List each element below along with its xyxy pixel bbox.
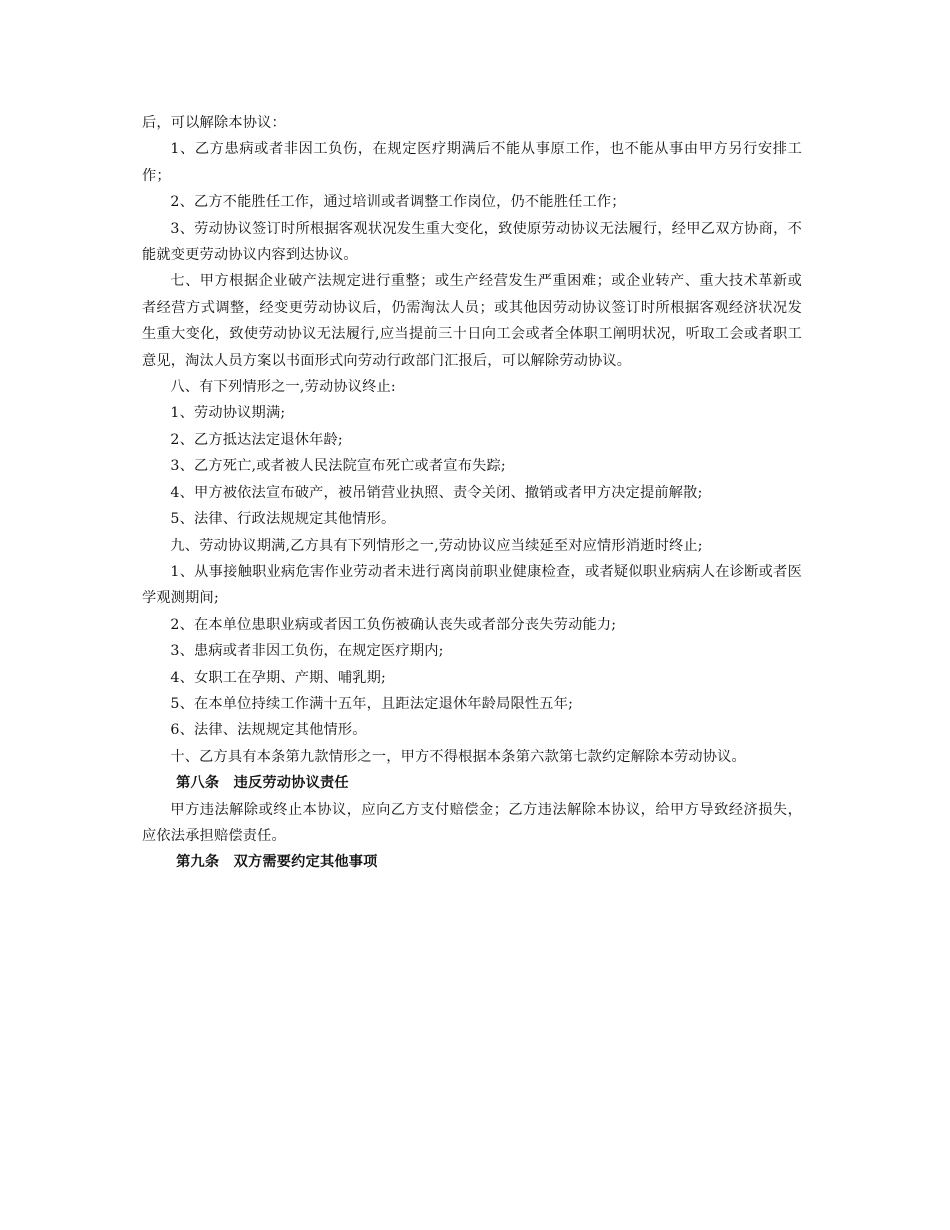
paragraph: 3、劳动协议签订时所根据客观状况发生重大变化，致使原劳动协议无法履行，经甲乙双方协商，不能就变更劳动协议内容到达协议。	[142, 220, 802, 264]
list-item: 5、在本单位持续工作满十五年，且距法定退休年龄局限性五年;	[170, 695, 574, 712]
paragraph: 八、有下列情形之一,劳动协议终止:	[170, 379, 396, 396]
list-item: 5、法律、行政法规规定其他情形。	[170, 511, 396, 528]
paragraph: 后，可以解除本协议：	[142, 115, 286, 131]
paragraph: 七、甲方根据企业破产法规定进行重整；或生产经营发生严重困难；或企业转产、重大技术革新或者经营方式调整，经变更劳动协议后，仍需淘汰人员；或其他因劳动协议签订时所根据客观经济状况发生重大变化，致使劳动协议无法履行,应当提前三十日向工会或者全体职工阐明状况，听取工会或者职工意见，淘汰人员方案以书面形式向劳动行政部门汇报后，可以解除劳动协议。	[142, 273, 802, 369]
paragraph: 1、乙方患病或者非因工负伤，在规定医疗期满后不能从事原工作，也不能从事由甲方另行安排工作；	[142, 141, 802, 184]
paragraph: 十、乙方具有本条第九款情形之一，甲方不得根据本条第六款第七款约定解除本劳动协议。	[170, 748, 746, 765]
paragraph: 甲方违法解除或终止本协议，应向乙方支付赔偿金；乙方违法解除本协议，给甲方导致经济损失，应依法承担赔偿责任。	[142, 801, 802, 844]
list-item: 3、乙方死亡,或者被人民法院宣布死亡或者宣布失踪;	[170, 458, 506, 475]
list-item: 4、甲方被依法宣布破产，被吊销营业执照、责令关闭、撤销或者甲方决定提前解散;	[170, 484, 703, 501]
paragraph: 九、劳动协议期满,乙方具有下列情形之一,劳动协议应当续延至对应情形消逝时终止;	[170, 537, 703, 554]
list-item: 1、劳动协议期满;	[170, 405, 286, 422]
document-page	[142, 110, 802, 876]
paragraph: 2、乙方不能胜任工作，通过培训或者调整工作岗位，仍不能胜任工作；	[170, 194, 626, 211]
list-item: 2、在本单位患职业病或者因工负伤被确认丧失或者部分丧失劳动能力;	[170, 616, 617, 633]
list-item: 1、从事接触职业病危害作业劳动者未进行离岗前职业健康检查，或者疑似职业病病人在诊断或者医学观测期间;	[142, 563, 802, 607]
list-item: 2、乙方抵达法定退休年龄;	[170, 431, 343, 448]
list-item: 4、女职工在孕期、产期、哺乳期;	[170, 669, 387, 686]
list-item: 3、患病或者非因工负伤，在规定医疗期内;	[170, 643, 444, 660]
section-heading: 第九条 双方需要约定其他事项	[176, 854, 378, 871]
section-heading: 第八条 违反劳动协议责任	[176, 775, 349, 792]
list-item: 6、法律、法规规定其他情形。	[170, 722, 367, 739]
